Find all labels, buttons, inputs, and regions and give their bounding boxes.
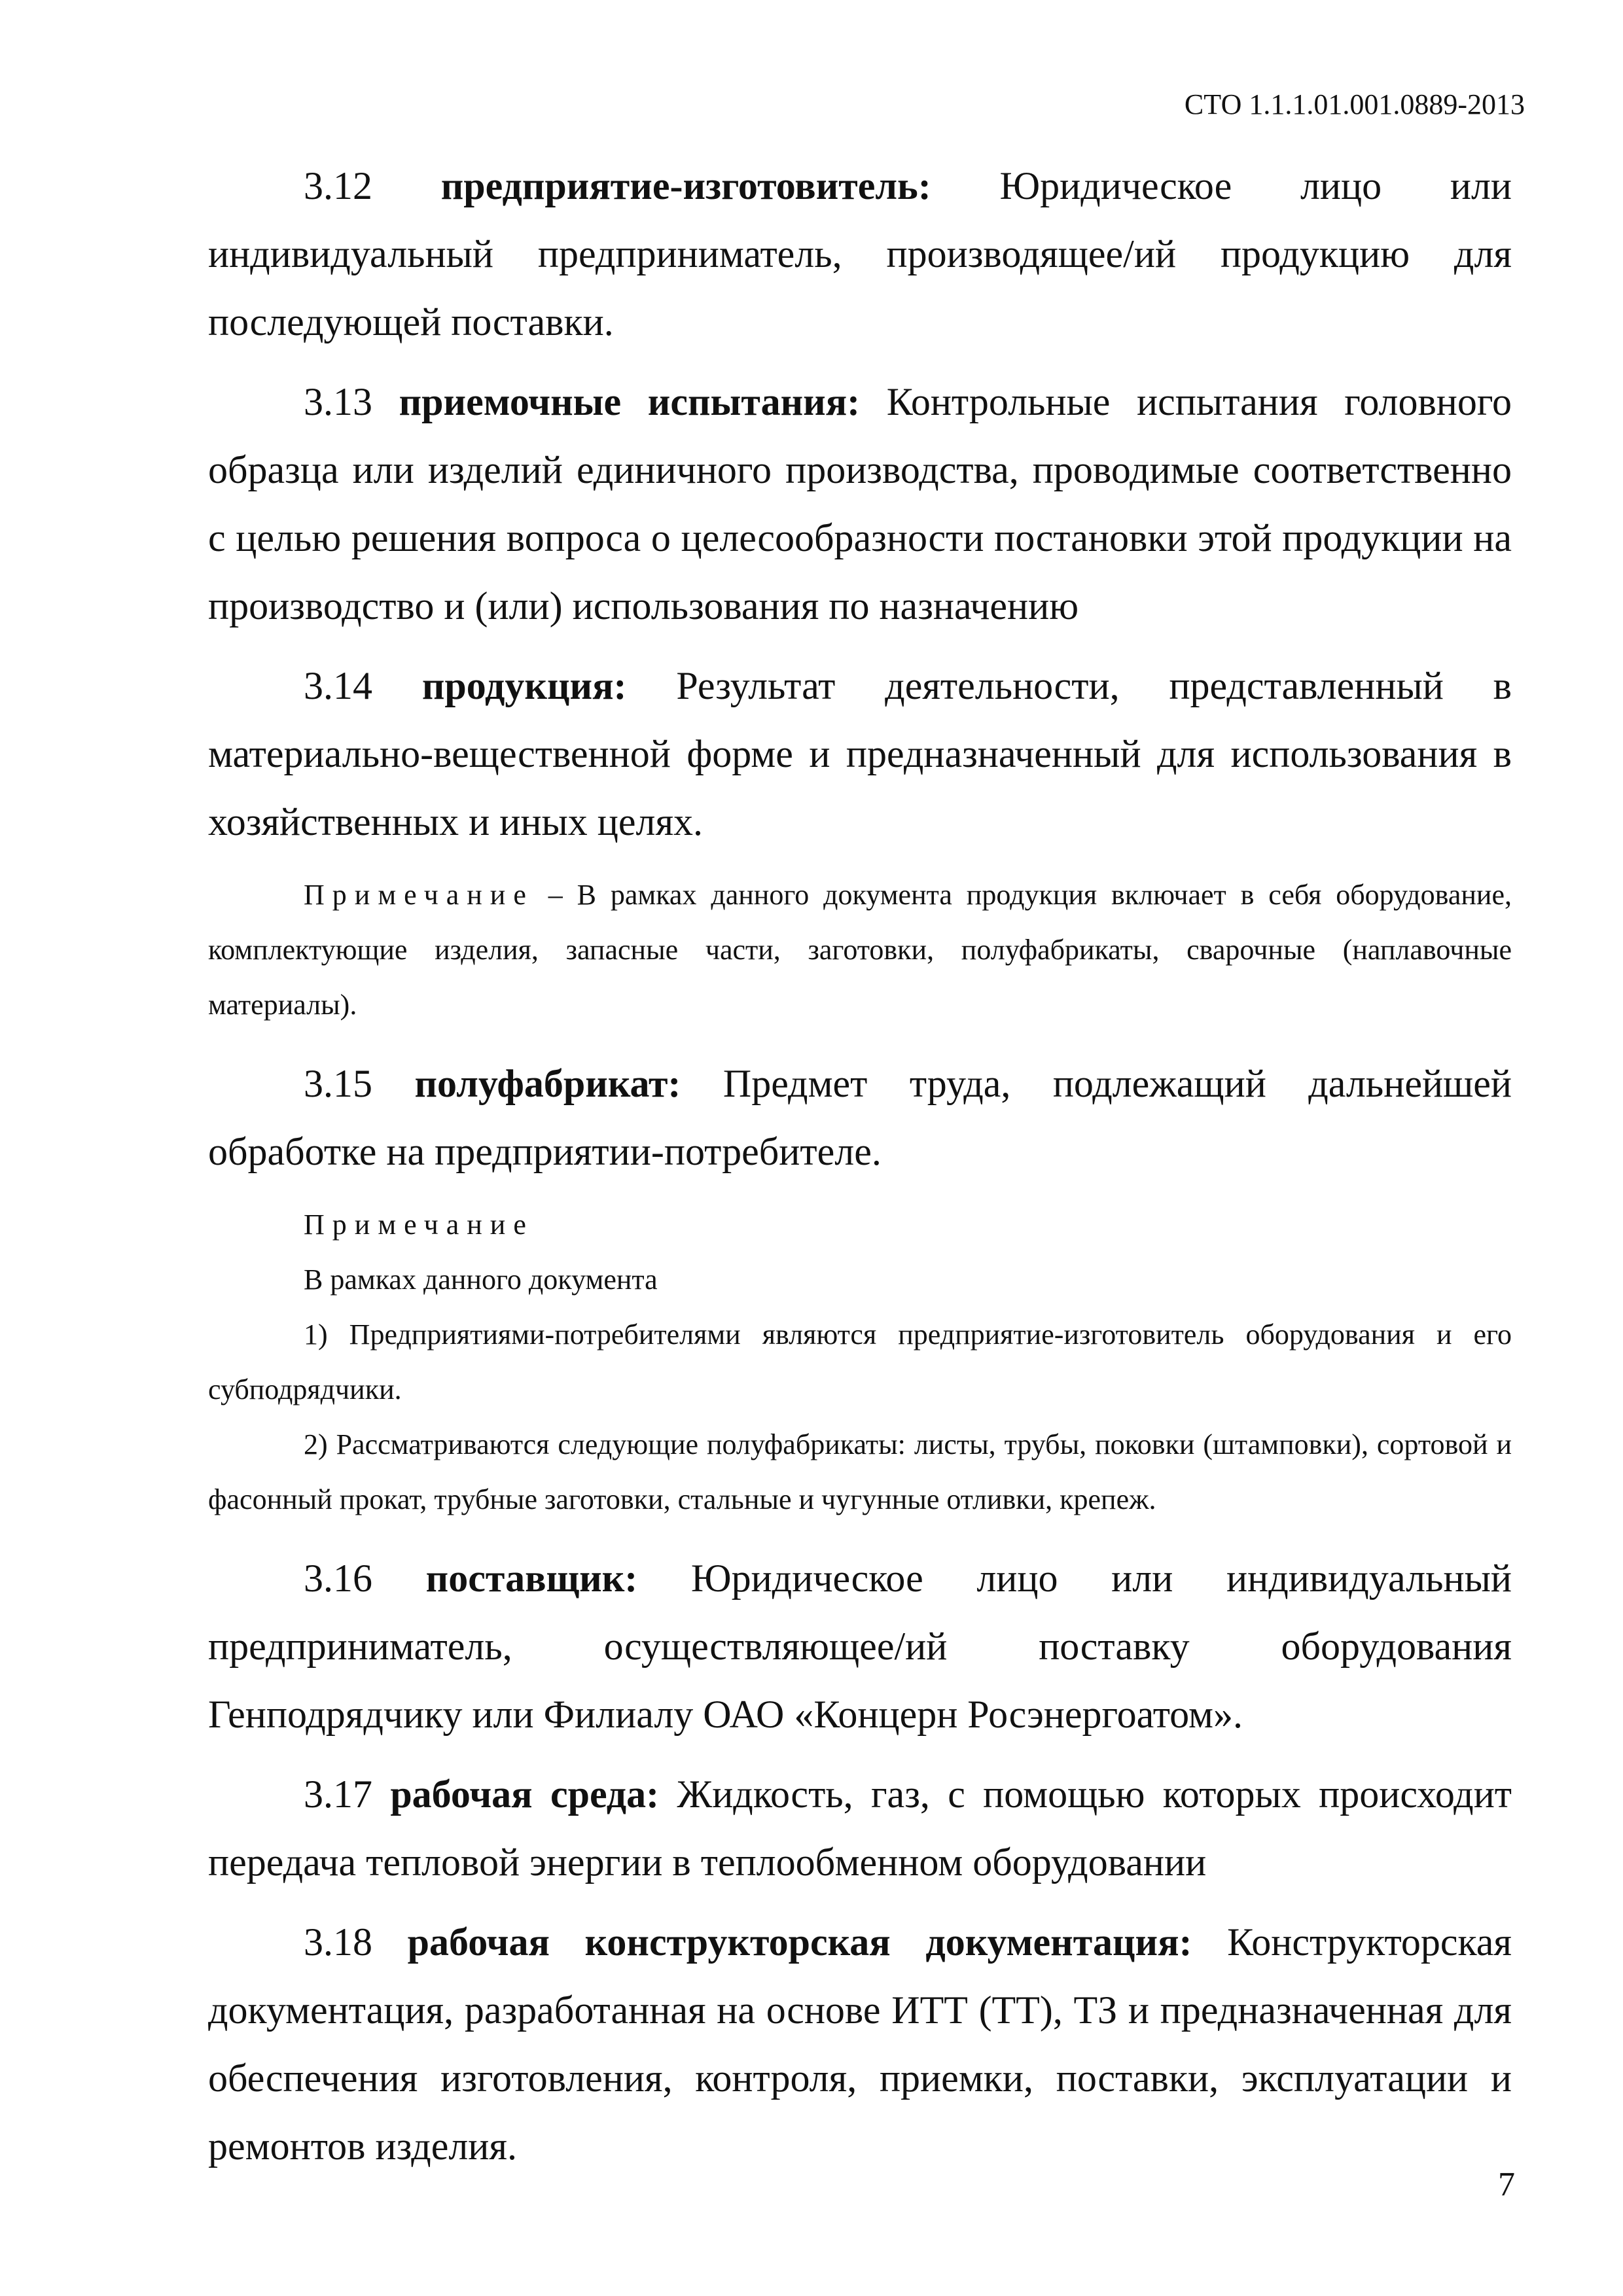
term-3-18 <box>208 1908 1512 2180</box>
term-name: продукция: <box>421 664 627 707</box>
term-number: 3.15 <box>304 1062 372 1105</box>
term-number: 3.14 <box>304 664 372 707</box>
note-item-2: 2) Рассматриваются следующие полуфабрикаты: листы, трубы, поковки (штамповки), сортовой и фасонный прокат, трубные заготовки, стальные и чугунные отливки, крепеж. <box>208 1428 1512 1515</box>
note-text: – В рамках данного документа продукция включает в себя оборудование, комплектующие изделия, запасные части, заготовки, полуфабрикаты, сварочные (наплавочные материалы). <box>208 879 1512 1021</box>
page-number: 7 <box>1498 2166 1515 2203</box>
term-name: предприятие-изготовитель: <box>440 164 931 207</box>
term-number: 3.17 <box>304 1773 372 1816</box>
term-name: полуфабрикат: <box>414 1062 681 1105</box>
term-definition: Результат деятельности, представленный в материально-вещественной форме и предназначенный для использования в хозяйственных и иных целях. <box>208 664 1512 843</box>
term-number: 3.13 <box>304 380 372 423</box>
term-3-15 <box>208 1050 1512 1186</box>
note-label: Примечание <box>304 1209 534 1241</box>
term-3-17 <box>208 1760 1512 1896</box>
term-3-13 <box>208 368 1512 640</box>
term-definition: Контрольные испытания головного образца или изделий единичного производства, проводимые соответственно с целью решения вопроса о целесообразности постановки этой продукции на производство и (или) использования по назначению <box>208 380 1512 627</box>
term-number: 3.16 <box>304 1557 372 1600</box>
note-3-14 <box>208 868 1512 1033</box>
term-3-14 <box>208 652 1512 856</box>
document-code: СТО 1.1.1.01.001.0889-2013 <box>1184 88 1525 120</box>
term-name: рабочая среда: <box>390 1773 660 1816</box>
note-label: Примечание <box>304 879 534 911</box>
term-name: поставщик: <box>425 1557 638 1600</box>
term-definition: Конструкторская документация, разработанная на основе ИТТ (ТТ), ТЗ и предназначенная для обеспечения изготовления, контроля, приемки, поставки, эксплуатации и ремонтов изделия. <box>208 1920 1512 2168</box>
term-name: приемочные испытания: <box>399 380 861 423</box>
term-definition: Юридическое лицо или индивидуальный предприниматель, производящее/ий продукцию для последующей поставки. <box>208 164 1512 344</box>
term-definition: Предмет труда, подлежащий дальнейшей обработке на предприятии-потребителе. <box>208 1062 1512 1173</box>
page-content <box>208 152 1512 2192</box>
term-definition: Юридическое лицо или индивидуальный предприниматель, осуществляющее/ий поставку оборудования Генподрядчику или Филиалу ОАО «Концерн Росэнергоатом». <box>208 1557 1512 1736</box>
term-number: 3.12 <box>304 164 372 207</box>
note-intro: В рамках данного документа <box>304 1263 658 1296</box>
term-3-12 <box>208 152 1512 356</box>
note-item-1: 1) Предприятиями-потребителями являются предприятие-изготовитель оборудования и его субподрядчики. <box>208 1318 1512 1405</box>
term-3-16 <box>208 1544 1512 1748</box>
note-3-15 <box>208 1197 1512 1527</box>
term-name: рабочая конструкторская документация: <box>407 1920 1192 1964</box>
term-number: 3.18 <box>304 1920 372 1964</box>
term-definition: Жидкость, газ, с помощью которых происходит передача тепловой энергии в теплообменном оборудовании <box>208 1773 1512 1884</box>
